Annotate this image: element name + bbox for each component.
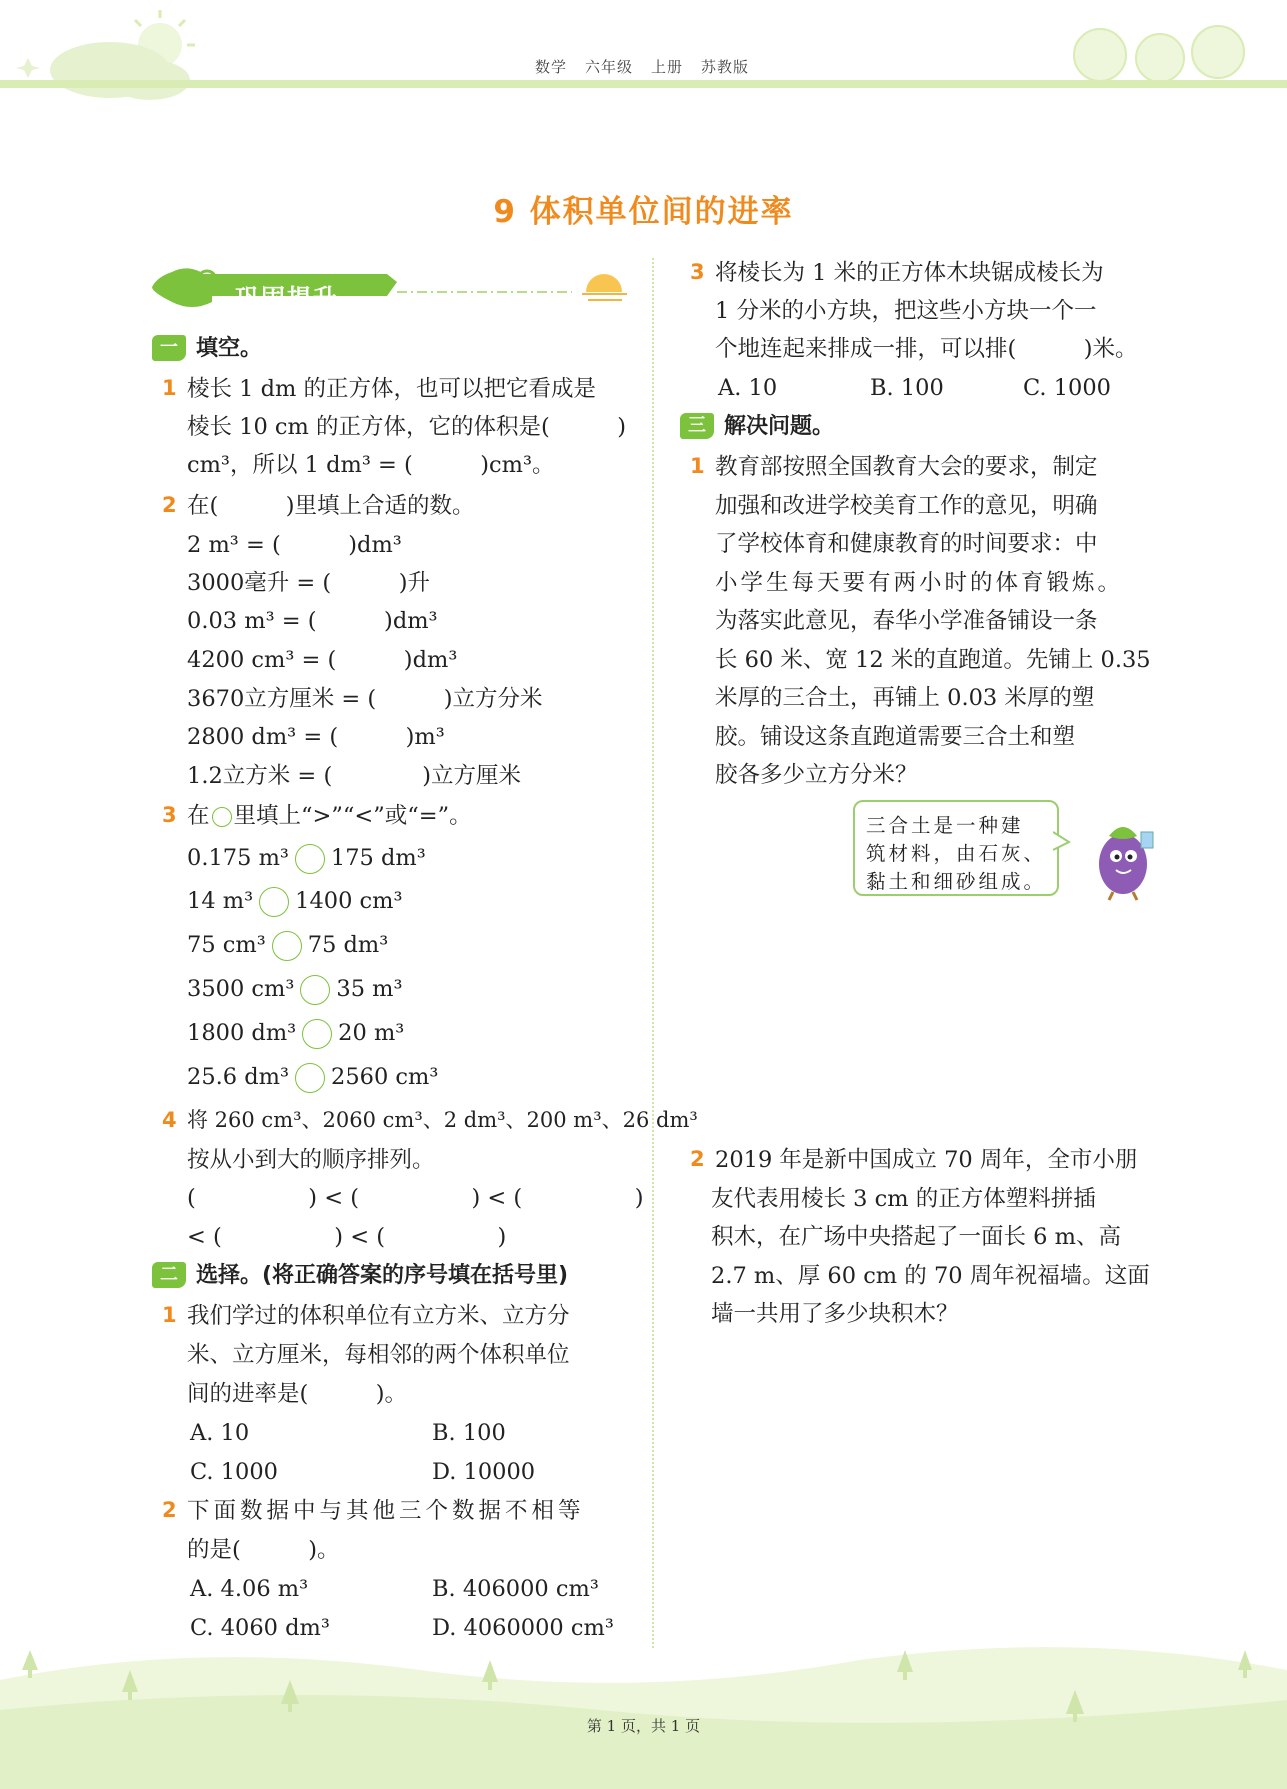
section-tag-1: 一 [152, 335, 186, 361]
c1-line: 米、立方厘米，每相邻的两个体积单位 [187, 1342, 570, 1368]
question-number: 1 [162, 376, 177, 400]
question-number: 3 [690, 260, 705, 284]
q4-line: 按从小到大的顺序排列。 [187, 1147, 435, 1173]
option: C. 1000 [1023, 375, 1111, 401]
option: A. 10 [718, 375, 778, 401]
section-tag-3: 三 [680, 413, 714, 439]
question-number: 4 [162, 1108, 177, 1132]
question-number: 2 [162, 1498, 177, 1522]
c2-line: 下面数据中与其他三个数据不相等 [187, 1498, 585, 1524]
c2-line: 的是( )。 [187, 1537, 340, 1563]
q2-item: 3000毫升 = ( )升 [187, 570, 430, 596]
p1-line: 为落实此意见，春华小学准备铺设一条 [715, 608, 1098, 634]
p1-line: 教育部按照全国教育大会的要求，制定 [715, 454, 1098, 480]
option: C. 1000 [190, 1459, 278, 1485]
question-number: 2 [162, 493, 177, 517]
compare-circle[interactable] [295, 1063, 325, 1093]
compare-circle[interactable] [302, 1019, 332, 1049]
p2-line: 积木，在广场中央搭起了一面长 6 m、高 [711, 1224, 1121, 1250]
hint-line: 黏土和细砂组成。 [866, 870, 1047, 893]
c3-line: 将棱长为 1 米的正方体木块锯成棱长为 [715, 260, 1104, 286]
bubble-tail [1053, 830, 1071, 852]
q1-line: 棱长 10 cm 的正方体，它的体积是( ) [187, 414, 627, 440]
page-footer: 第 1 页，共 1 页 [586, 1717, 701, 1735]
c1-line: 间的进率是( )。 [187, 1381, 408, 1407]
page-title: 9 体积单位间的进率 [493, 194, 794, 230]
option: A. 4.06 m³ [190, 1576, 309, 1602]
option: B. 406000 cm³ [432, 1576, 599, 1602]
option: B. 100 [432, 1420, 506, 1446]
compare-row: 1800 dm³ 20 m³ [187, 1019, 404, 1049]
q4-answer: < ( ) < ( ) [187, 1224, 507, 1250]
question-number: 2 [690, 1147, 705, 1171]
p1-line: 长 60 米、宽 12 米的直跑道。先铺上 0.35 [715, 647, 1151, 673]
p1-line: 加强和改进学校美育工作的意见，明确 [715, 493, 1098, 519]
q2-item: 2 m³ = ( )dm³ [187, 532, 402, 558]
compare-circle-icon [212, 807, 232, 827]
header-subject: 数学 六年级 上册 苏教版 [535, 58, 750, 76]
question-number: 3 [162, 803, 177, 827]
question-number: 1 [690, 454, 705, 478]
q2-item: 2800 dm³ = ( )m³ [187, 724, 445, 750]
option: C. 4060 dm³ [190, 1615, 330, 1641]
c1-line: 我们学过的体积单位有立方米、立方分 [187, 1303, 570, 1329]
section-tag-2: 二 [152, 1262, 186, 1288]
section-title-problems: 解决问题。 [724, 414, 835, 439]
compare-row: 14 m³ 1400 cm³ [187, 887, 403, 917]
compare-row: 75 cm³ 75 dm³ [187, 931, 388, 961]
compare-circle[interactable] [295, 844, 325, 874]
p1-line: 米厚的三合土，再铺上 0.03 米厚的塑 [715, 685, 1095, 711]
compare-row: 3500 cm³ 35 m³ [187, 975, 403, 1005]
eggplant-mascot-icon [1083, 812, 1163, 902]
banner-ribbon [152, 262, 632, 322]
p2-line: 墙一共用了多少块积木？ [711, 1301, 959, 1327]
q1-line: 棱长 1 dm 的正方体，也可以把它看成是 [187, 376, 597, 402]
q2-item: 1.2立方米 = ( )立方厘米 [187, 763, 521, 789]
p1-line: 了学校体育和健康教育的时间要求：中 [715, 531, 1098, 557]
q2-item: 3670立方厘米 = ( )立方分米 [187, 686, 543, 712]
compare-circle[interactable] [300, 975, 330, 1005]
section-title-fill: 填空。 [196, 336, 263, 361]
q4-line: 将 260 cm³、2060 cm³、2 dm³、200 m³、26 dm³ [187, 1108, 698, 1132]
option: D. 4060000 cm³ [432, 1615, 614, 1641]
compare-row: 25.6 dm³ 2560 cm³ [187, 1063, 438, 1093]
section-title-choice: 选择。(将正确答案的序号填在括号里) [196, 1263, 569, 1288]
q1-line: cm³，所以 1 dm³ = ( )cm³。 [187, 452, 555, 478]
column-divider [652, 258, 654, 1648]
q3-intro: 在 里填上“>”“<”或“=”。 [187, 803, 472, 829]
banner-title: 巩固提升 [235, 284, 339, 312]
p2-line: 2.7 m、厚 60 cm 的 70 周年祝福墙。这面 [711, 1263, 1150, 1289]
c3-line: 个地连起来排成一排，可以排( )米。 [715, 336, 1138, 362]
q4-answer: ( ) < ( ) < ( ) [187, 1185, 644, 1211]
footer-landscape [0, 1620, 1287, 1789]
hint-line: 筑材料，由石灰、 [866, 842, 1047, 865]
option: A. 10 [190, 1420, 250, 1446]
compare-circle[interactable] [272, 931, 302, 961]
compare-circle[interactable] [259, 887, 289, 917]
header-rule [0, 80, 1287, 88]
p1-line: 小学生每天要有两小时的体育锻炼。 [715, 570, 1124, 596]
option: B. 100 [870, 375, 944, 401]
compare-row: 0.175 m³ 175 dm³ [187, 844, 426, 874]
c3-line: 1 分米的小方块，把这些小方块一个一 [715, 298, 1097, 324]
p2-line: 2019 年是新中国成立 70 周年，全市小朋 [715, 1147, 1138, 1173]
q2-item: 4200 cm³ = ( )dm³ [187, 647, 458, 673]
hint-line: 三合土是一种建 [866, 814, 1024, 837]
q2-intro: 在( )里填上合适的数。 [187, 493, 475, 519]
p1-line: 胶各多少立方分米？ [715, 762, 918, 788]
p1-line: 胶。铺设这条直跑道需要三合土和塑 [715, 724, 1076, 750]
q2-item: 0.03 m³ = ( )dm³ [187, 608, 438, 634]
question-number: 1 [162, 1303, 177, 1327]
option: D. 10000 [432, 1459, 536, 1485]
p2-line: 友代表用棱长 3 cm 的正方体塑料拼插 [711, 1186, 1096, 1212]
